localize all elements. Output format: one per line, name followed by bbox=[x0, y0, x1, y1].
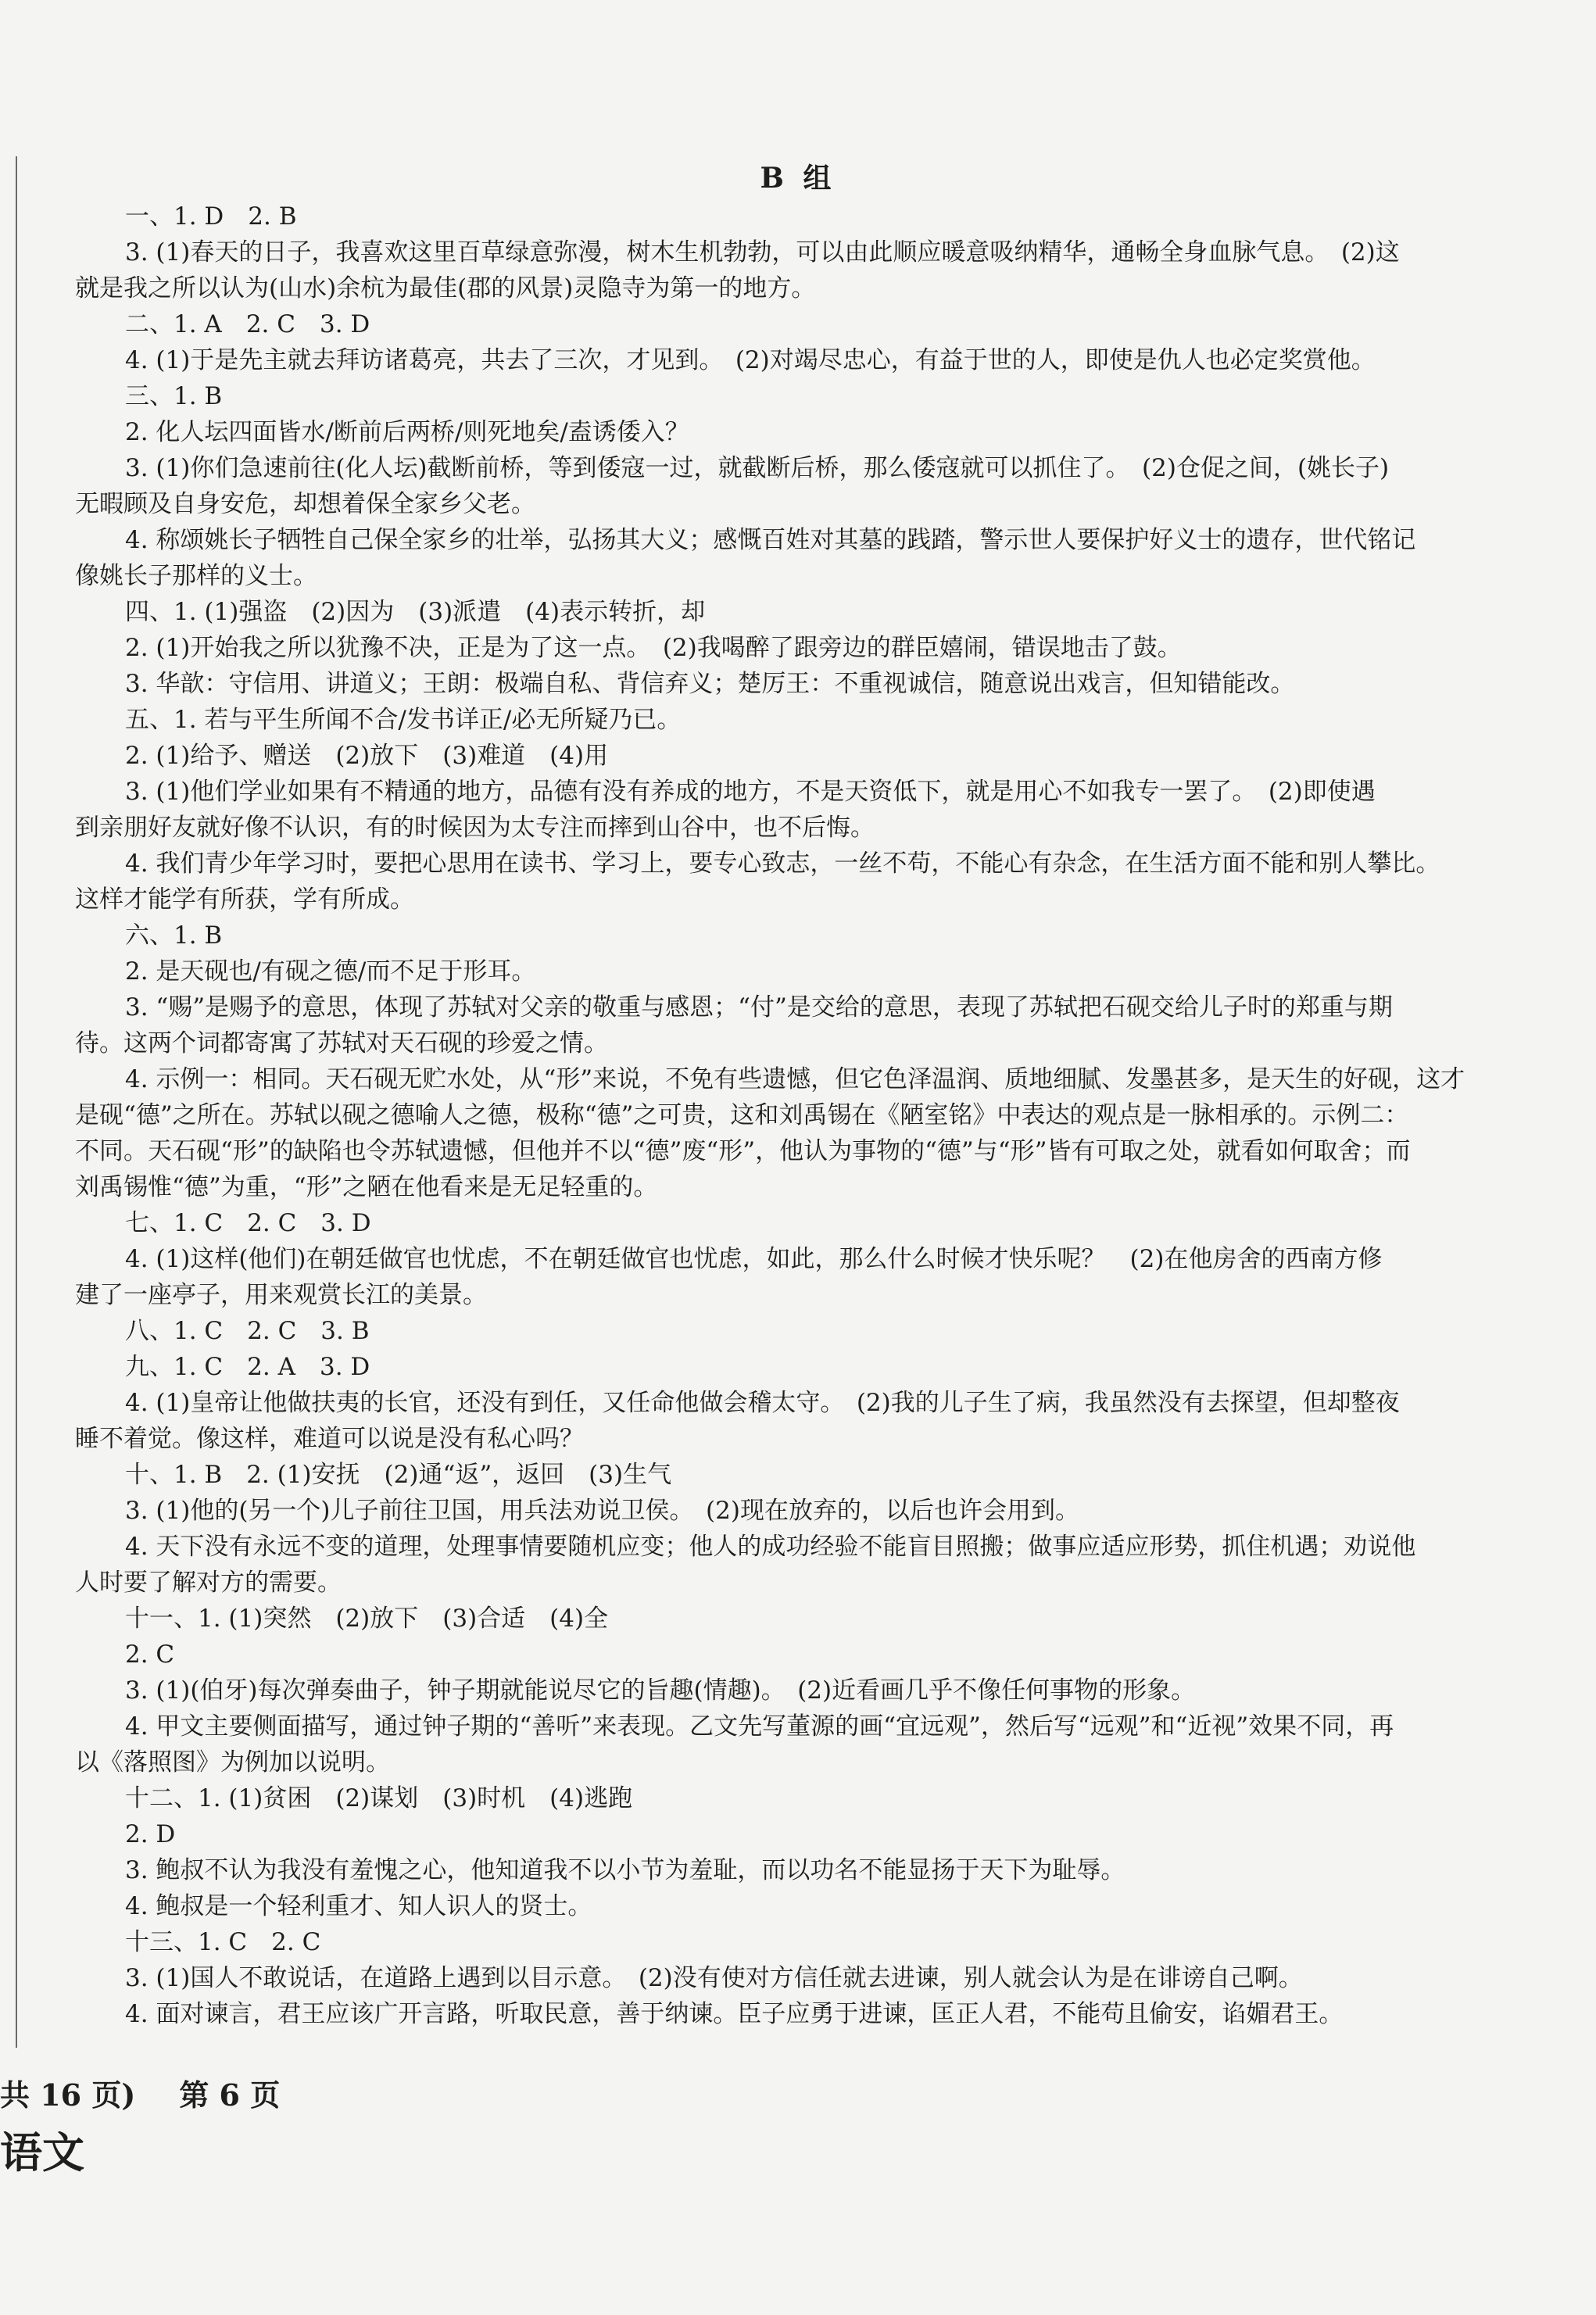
answer-line: 七、1. C 2. C 3. D bbox=[125, 1209, 371, 1237]
answer-line: 刘禹锡惟“德”为重，“形”之陋在他看来是无足轻重的。 bbox=[75, 1173, 658, 1201]
answer-line: 待。这两个词都寄寓了苏轼对天石砚的珍爱之情。 bbox=[75, 1029, 608, 1057]
answer-line: 2. D bbox=[125, 1820, 176, 1848]
answer-line: 4. 称颂姚长子牺牲自己保全家乡的壮举，弘扬其大义；感慨百姓对其墓的践踏，警示世人要保护好义士的遗存，世代铭记 bbox=[125, 526, 1416, 554]
answer-line: 4. 鲍叔是一个轻利重才、知人识人的贤士。 bbox=[125, 1892, 592, 1920]
answer-line: 人时要了解对方的需要。 bbox=[75, 1569, 342, 1597]
answer-line: 无暇顾及自身安危，却想着保全家乡父老。 bbox=[75, 490, 535, 518]
answer-line: 三、1. B bbox=[125, 382, 223, 410]
answer-line: 4. 甲文主要侧面描写，通过钟子期的“善听”来表现。乙文先写董源的画“宜远观”，然后写“远观”和“近视”效果不同，再 bbox=[125, 1712, 1394, 1741]
answer-line: 一、1. D 2. B bbox=[125, 202, 297, 231]
answer-line: 到亲朋好友就好像不认识，有的时候因为太专注而摔到山谷中，也不后悔。 bbox=[75, 814, 875, 842]
answer-line: 以《落照图》为例加以说明。 bbox=[75, 1748, 390, 1777]
answer-line: 十、1. B 2. (1)安抚 (2)通“返”，返回 (3)生气 bbox=[125, 1461, 672, 1489]
answer-line: 3. (1)你们急速前往(化人坛)截断前桥，等到倭寇一过，就截断后桥，那么倭寇就可以抓住了。 (2)仓促之间，(姚长子) bbox=[125, 454, 1390, 482]
answer-line: 3. 华歆：守信用、讲道义；王朗：极端自私、背信弃义；楚厉王：不重视诚信，随意说出戏言，但知错能改。 bbox=[125, 670, 1295, 698]
answer-line: 4. (1)这样(他们)在朝廷做官也忧虑，不在朝廷做官也忧虑，如此，那么什么时候才快乐呢？ (2)在他房舍的西南方修 bbox=[125, 1245, 1383, 1273]
answer-line: 八、1. C 2. C 3. B bbox=[125, 1317, 370, 1345]
subject-label: 语文 bbox=[0, 2128, 84, 2177]
page-footer bbox=[0, 2071, 324, 2114]
answer-line: 4. (1)皇帝让他做扶夷的长官，还没有到任，又任命他做会稽太守。 (2)我的儿子生了病，我虽然没有去探望，但却整夜 bbox=[125, 1389, 1400, 1417]
answer-line: 四、1. (1)强盗 (2)因为 (3)派遣 (4)表示转折，却 bbox=[125, 598, 706, 626]
answer-line: 十一、1. (1)突然 (2)放下 (3)合适 (4)全 bbox=[125, 1605, 609, 1633]
answer-line: 4. 面对谏言，君王应该广开言路，听取民意，善于纳谏。臣子应勇于进谏，匡正人君，不能苟且偷安，谄媚君王。 bbox=[125, 2000, 1344, 2028]
answer-line: 二、1. A 2. C 3. D bbox=[125, 310, 370, 338]
answer-line: 2. (1)开始我之所以犹豫不决，正是为了这一点。 (2)我喝醉了跟旁边的群臣嬉闹，错误地击了鼓。 bbox=[125, 634, 1182, 662]
answer-line: 4. 我们青少年学习时，要把心思用在读书、学习上，要专心致志，一丝不苟，不能心有杂念，在生活方面不能和别人攀比。 bbox=[125, 850, 1440, 878]
answer-line: 3. “赐”是赐予的意思，体现了苏轼对父亲的敬重与感恩；“付”是交给的意思，表现了苏轼把石砚交给儿子时的郑重与期 bbox=[125, 993, 1393, 1022]
answer-line: 2. (1)给予、赠送 (2)放下 (3)难道 (4)用 bbox=[125, 742, 609, 770]
page-number-label: 第 6 页 bbox=[179, 2077, 281, 2113]
answer-line: 2. C bbox=[125, 1641, 175, 1669]
answer-line: 就是我之所以认为(山水)余杭为最佳(郡的风景)灵隐寺为第一的地方。 bbox=[75, 274, 816, 302]
answer-line: 六、1. B bbox=[125, 921, 223, 950]
answer-line: 2. 化人坛四面皆水/断前后两桥/则死地矣/盍诱倭入？ bbox=[125, 418, 689, 446]
answer-line: 建了一座亭子，用来观赏长江的美景。 bbox=[75, 1281, 487, 1309]
answer-line: 3. 鲍叔不认为我没有羞愧之心，他知道我不以小节为羞耻，而以功名不能显扬于天下为耻辱。 bbox=[125, 1856, 1125, 1884]
answer-line: 十二、1. (1)贫困 (2)谋划 (3)时机 (4)逃跑 bbox=[125, 1784, 633, 1812]
answer-line: 是砚“德”之所在。苏轼以砚之德喻人之德，极称“德”之可贵，这和刘禹锡在《陋室铭》中表达的观点是一脉相承的。示例二： bbox=[75, 1101, 1409, 1129]
answer-line: 3. (1)(伯牙)每次弹奏曲子，钟子期就能说尽它的旨趣(情趣)。 (2)近看画几乎不像任何事物的形象。 bbox=[125, 1676, 1196, 1705]
answer-line: 4. 示例一：相同。天石砚无贮水处，从“形”来说，不免有些遗憾，但它色泽温润、质地细腻、发墨甚多，是天生的好砚，这才 bbox=[125, 1065, 1465, 1093]
answer-line: 这样才能学有所获，学有所成。 bbox=[75, 886, 414, 914]
answer-line: 像姚长子那样的义士。 bbox=[75, 562, 317, 590]
answer-line: 不同。天石砚“形”的缺陷也令苏轼遗憾，但他并不以“德”废“形”，他认为事物的“德”与“形”皆有可取之处，就看如何取舍；而 bbox=[75, 1137, 1411, 1165]
answer-line: 3. (1)国人不敢说话，在道路上遇到以目示意。 (2)没有使对方信任就去进谏，别人就会认为是在诽谤自己啊。 bbox=[125, 1964, 1303, 1992]
answer-line: 3. (1)春天的日子，我喜欢这里百草绿意弥漫，树木生机勃勃，可以由此顺应暖意吸纳精华，通畅全身血脉气息。 (2)这 bbox=[125, 238, 1400, 267]
answer-line: 3. (1)他们学业如果有不精通的地方，品德有没有养成的地方，不是天资低下，就是用心不如我专一罢了。 (2)即使遇 bbox=[125, 778, 1376, 806]
section-title: B 组 bbox=[760, 162, 836, 195]
answer-line: 4. (1)于是先主就去拜访诸葛亮，共去了三次，才见到。 (2)对竭尽忠心，有益于世的人，即使是仇人也必定奖赏他。 bbox=[125, 346, 1376, 374]
answer-line: 九、1. C 2. A 3. D bbox=[125, 1353, 370, 1381]
answer-line: 3. (1)他的(另一个)儿子前往卫国，用兵法劝说卫侯。 (2)现在放弃的，以后也许会用到。 bbox=[125, 1497, 1079, 1525]
binding-margin-line bbox=[16, 156, 17, 2048]
answer-line: 4. 天下没有永远不变的道理，处理事情要随机应变；他人的成功经验不能盲目照搬；做事应适应形势，抓住机遇；劝说他 bbox=[125, 1533, 1416, 1561]
answer-list bbox=[75, 199, 1465, 2032]
answer-line: 2. 是天砚也/有砚之德/而不足于形耳。 bbox=[125, 957, 536, 986]
answer-line: 十三、1. C 2. C bbox=[125, 1928, 321, 1956]
answer-line: 睡不着觉。像这样，难道可以说是没有私心吗？ bbox=[75, 1425, 584, 1453]
total-pages-label: 共 16 页) bbox=[0, 2077, 136, 2113]
answer-line: 五、1. 若与平生所闻不合/发书详正/必无所疑乃已。 bbox=[125, 706, 682, 734]
